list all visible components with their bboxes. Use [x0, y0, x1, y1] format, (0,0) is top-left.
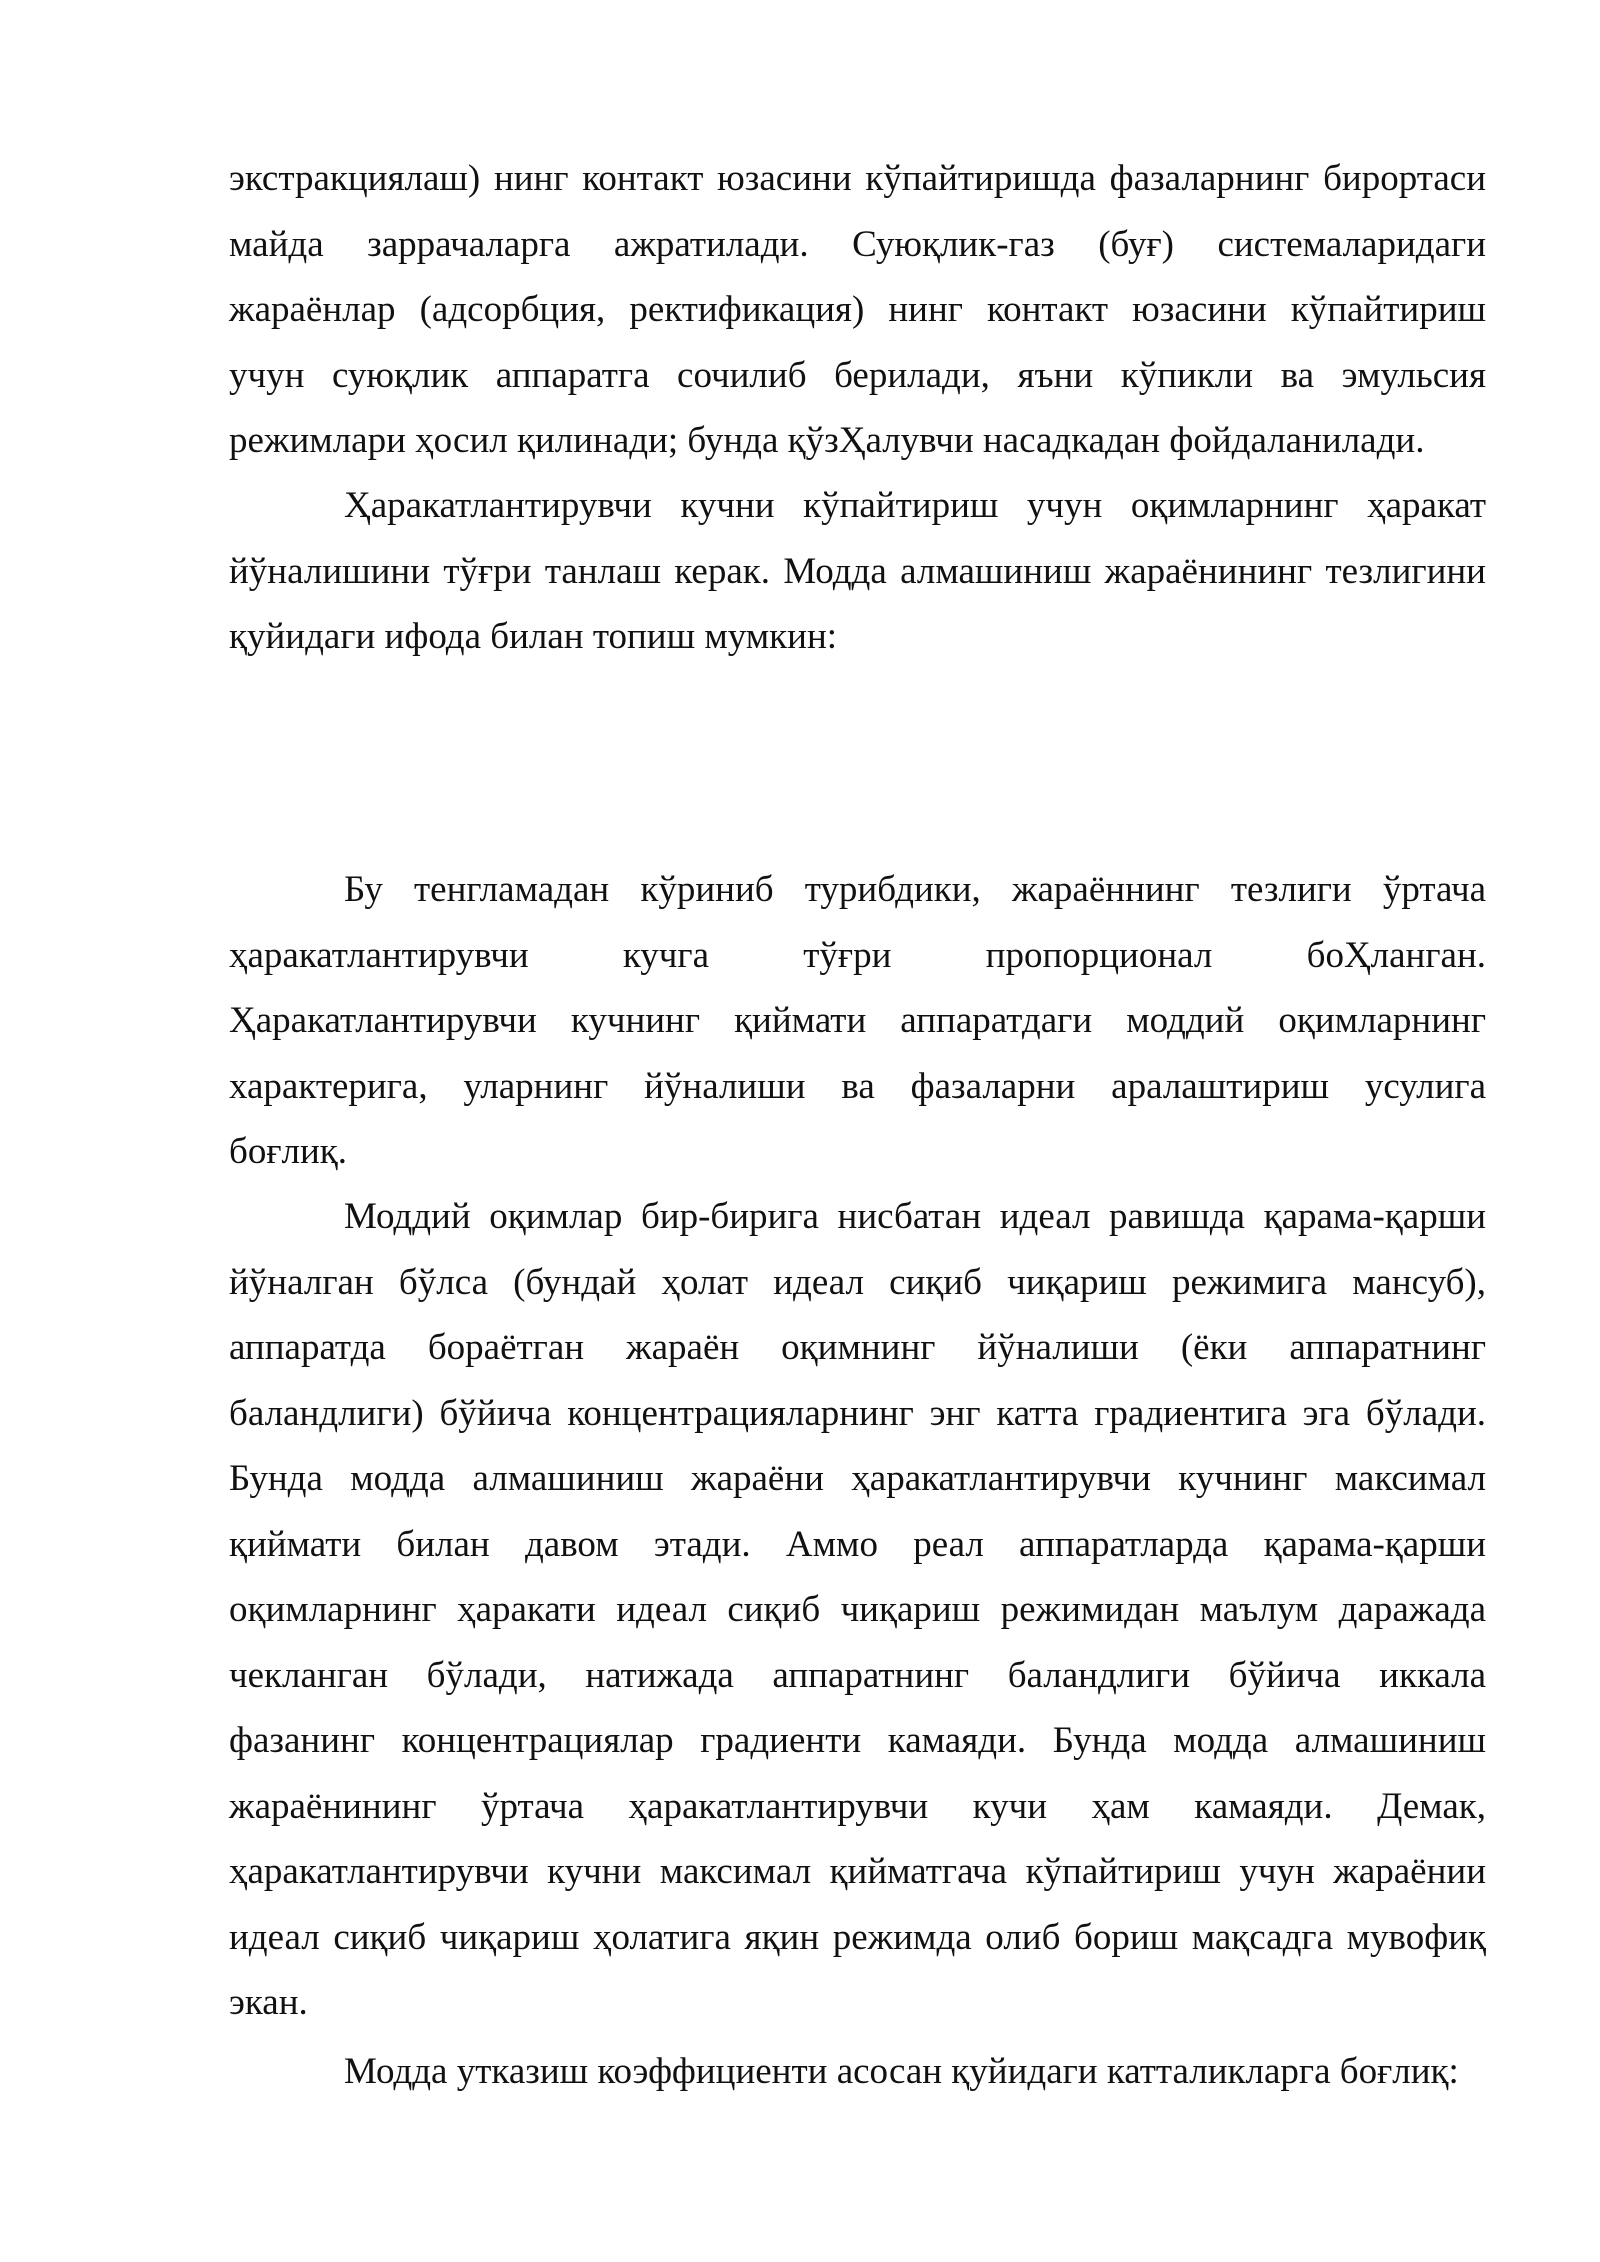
text-line: қиймати билан давом этади. Аммо реал аппаратларда қарама-қарши — [229, 1523, 1486, 1565]
text-line: боғлиқ. — [229, 1131, 347, 1172]
text-line: характерига, уларнинг йўналиши ва фазаларни аралаштириш усулига — [229, 1065, 1486, 1107]
text-line: Моддий оқимлар бир-бирига нисбатан идеал равишда қарама-қарши — [344, 1196, 1486, 1237]
text-line: йўналган бўлса (бундай ҳолат идеал сиқиб чиқариш режимига мансуб), — [229, 1261, 1486, 1303]
paragraph-contact-surface — [229, 146, 1486, 474]
text-line: идеал сиқиб чиқариш ҳолатига яқин режимда олиб бориш мақсадга мувофиқ — [229, 1916, 1486, 1958]
text-line: Ҳаракатлантирувчи кучнинг қиймати аппаратдаги моддий оқимларнинг — [229, 1000, 1486, 1041]
text-line: жараёнлар (адсорбция, ректификация) нинг контакт юзасини кўпайтириш — [229, 289, 1486, 330]
text-line: оқимларнинг ҳаракати идеал сиқиб чиқариш режимидан маълум даражада — [229, 1589, 1486, 1630]
text-line: экстракциялаш) нинг контакт юзасини кўпайтиришда фазаларнинг бирортаси — [229, 158, 1486, 199]
text-line: аппаратда бораётган жараён оқимнинг йўналиши (ёки аппаратнинг — [229, 1327, 1486, 1368]
paragraph-driving-force — [229, 473, 1486, 670]
text-line: жараёнининг ўртача ҳаракатлантирувчи кучи ҳам камаяди. Демак, — [229, 1785, 1486, 1827]
text-line: йўналишини тўғри танлаш керак. Модда алмашиниш жараёнининг тезлигини — [229, 550, 1486, 592]
text-line: учун суюқлик аппаратга сочилиб берилади, яъни кўпикли ва эмульсия — [229, 354, 1486, 396]
text-line: режимлари ҳосил қилинади; бунда қўзҲалувчи насадкадан фойдаланилади. — [229, 420, 1425, 461]
text-line: фазанинг концентрациялар градиенти камаяди. Бунда модда алмашиниш — [229, 1720, 1486, 1761]
formula-placeholder — [229, 660, 1486, 850]
paragraph-equation-explanation — [229, 857, 1486, 1185]
text-line: чекланган бўлади, натижада аппаратнинг баландлиги бўйича иккала — [229, 1654, 1486, 1696]
paragraph-material-flows — [229, 1184, 1486, 2036]
text-line: Модда утказиш коэффициенти асосан қуйидаги катталикларга боғлиқ: — [344, 2051, 1459, 2092]
text-line: қуйидаги ифода билан топиш мумкин: — [229, 616, 838, 657]
text-line: Ҳаракатлантирувчи кучни кўпайтириш учун оқимларнинг ҳаракат — [344, 485, 1486, 526]
text-line: Бу тенгламадан кўриниб турибдики, жараённинг тезлиги ўртача — [344, 869, 1486, 910]
text-line: Бунда модда алмашиниш жараёни ҳаракатлантирувчи кучнинг максимал — [229, 1458, 1486, 1499]
paragraph-mass-transfer-coefficient — [229, 2039, 1486, 2105]
text-line: ҳаракатлантирувчи кучга тўғри пропорционал боҲланган. — [229, 934, 1486, 976]
text-line: экан. — [229, 1982, 308, 2023]
text-line: ҳаракатлантирувчи кучни максимал қийматгача кўпайтириш учун жараёнии — [229, 1851, 1486, 1892]
text-line: баландлиги) бўйича концентрацияларнинг энг катта градиентига эга бўлади. — [229, 1392, 1486, 1434]
text-line: майда заррачаларга ажратилади. Суюқлик-газ (буғ) системаларидаги — [229, 223, 1486, 265]
